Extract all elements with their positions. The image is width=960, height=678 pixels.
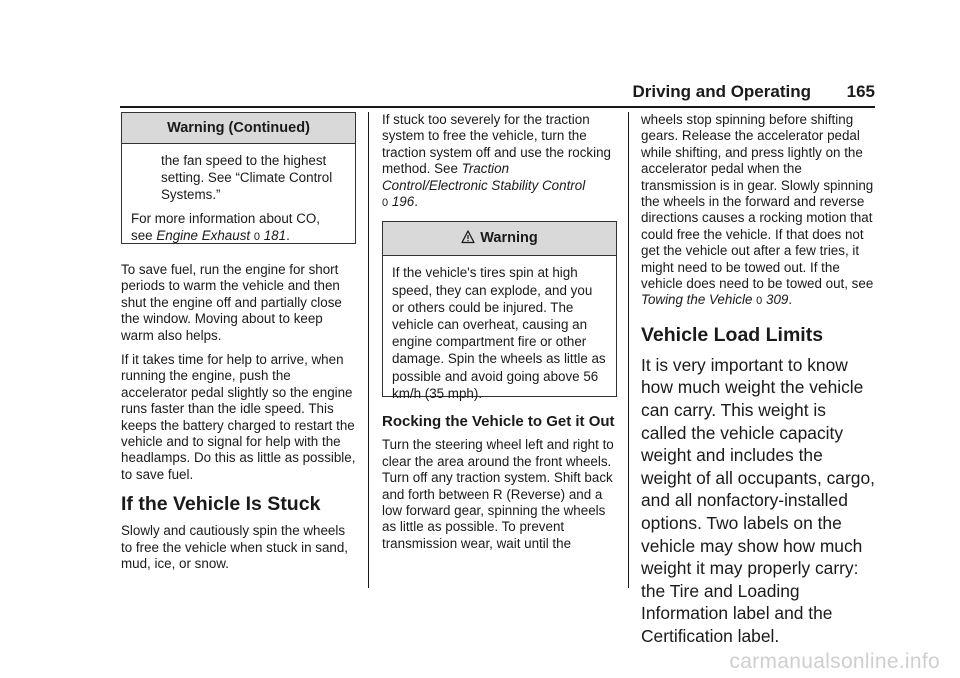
warning-title-bar (383, 222, 616, 256)
watermark: carmanualsonline.info (729, 650, 940, 673)
column-left (121, 112, 356, 581)
towing-vehicle-page[interactable]: 309 (766, 292, 789, 308)
column-middle (382, 112, 617, 560)
engine-exhaust-page[interactable]: 181 (263, 227, 287, 243)
towing-vehicle-link[interactable]: Towing the Vehicle (641, 292, 753, 308)
page-ref-icon: 0 (253, 230, 260, 243)
heading-vehicle-stuck: If the Vehicle Is Stuck (121, 493, 321, 516)
engine-exhaust-link[interactable]: Engine Exhaust (156, 227, 251, 243)
warning-continued-item: the fan speed to the highest setting. See “Climate Control Systems.” (161, 153, 333, 203)
warning-triangle-icon (461, 230, 475, 244)
paragraph-save-fuel: To save fuel, run the engine for short periods to warm the vehicle and then shut the engine off and partially close the window. Moving about to keep warm also helps. (121, 262, 342, 343)
traction-control-page[interactable]: 196 (391, 194, 415, 210)
warning-title: Warning (480, 230, 538, 247)
warning-continued-more: For more information about CO, see Engine Exhaust 0 181. (131, 210, 321, 243)
paragraph-wheels-stop: wheels stop spinning before shifting gears. Release the accelerator pedal while shifting, and press lightly on the accelerator pedal when the transmission is in gear. Slowly spinning the wheels in the forward and reverse directions causes a rocking motion that could free the vehicle. If that does not get the vehicle out after a few tries, it might need to be towed out. If the vehicle does need to be towed out, see Towing the Vehicle 0 309. (641, 112, 874, 308)
paragraph-load-limits: It is very important to know how much weight the vehicle can carry. This weight is called the vehicle capacity weight and includes the weight of all occupants, cargo, and all nonfactory-installed options. Two labels on the vehicle may show how much weight it may properly carry: the Tire and Loading Information label and the Certification label. (641, 354, 875, 646)
heading-rocking-vehicle: Rocking the Vehicle to Get it Out (382, 413, 615, 431)
heading-vehicle-load-limits: Vehicle Load Limits (641, 323, 824, 346)
warning-text: If the vehicle's tires spin at high speed, they can explode, and you or others could be injured. The vehicle can overheat, causing an engine compartment fire or other damage. Spin the wheels as little as possible and avoid going above 56 km/h (35 mph). (392, 265, 606, 401)
page-ref-icon: 0 (382, 197, 389, 210)
page-header (120, 80, 875, 108)
column-divider-left (368, 112, 369, 588)
column-divider-right (628, 112, 629, 588)
page-ref-icon: 0 (756, 295, 763, 308)
warning-box (382, 221, 617, 401)
traction-control-link[interactable]: Traction Control/Electronic Stability Control (382, 161, 586, 193)
section-title: Driving and Operating (632, 82, 811, 101)
warning-continued-title: Warning (Continued) (122, 113, 355, 144)
warning-continued-box (121, 112, 356, 244)
paragraph-stuck-severely: If stuck too severely for the traction system to free the vehicle, turn the traction system off and use the rocking method. See Traction Control/Electronic Stability Control 0 196. (382, 112, 612, 210)
paragraph-help-arrive: If it takes time for help to arrive, when running the engine, push the accelerator pedal slightly so the engine runs faster than the idle speed. This keeps the battery charged to restart the vehicle and to signal for help with the headlamps. Do this as little as possible, to save fuel. (121, 352, 356, 482)
paragraph-rocking-steps: Turn the steering wheel left and right to clear the area around the front wheels. Turn off any traction system. Shift back and forth between R (Reverse) and a low forward gear, spinning the wheels as little as possible. To prevent transmission wear, wait until the (382, 437, 614, 551)
page-number: 165 (846, 82, 875, 101)
column-right (641, 112, 876, 656)
paragraph-spin-wheels: Slowly and cautiously spin the wheels to free the vehicle when stuck in sand, mud, ice, or snow. (121, 523, 349, 572)
